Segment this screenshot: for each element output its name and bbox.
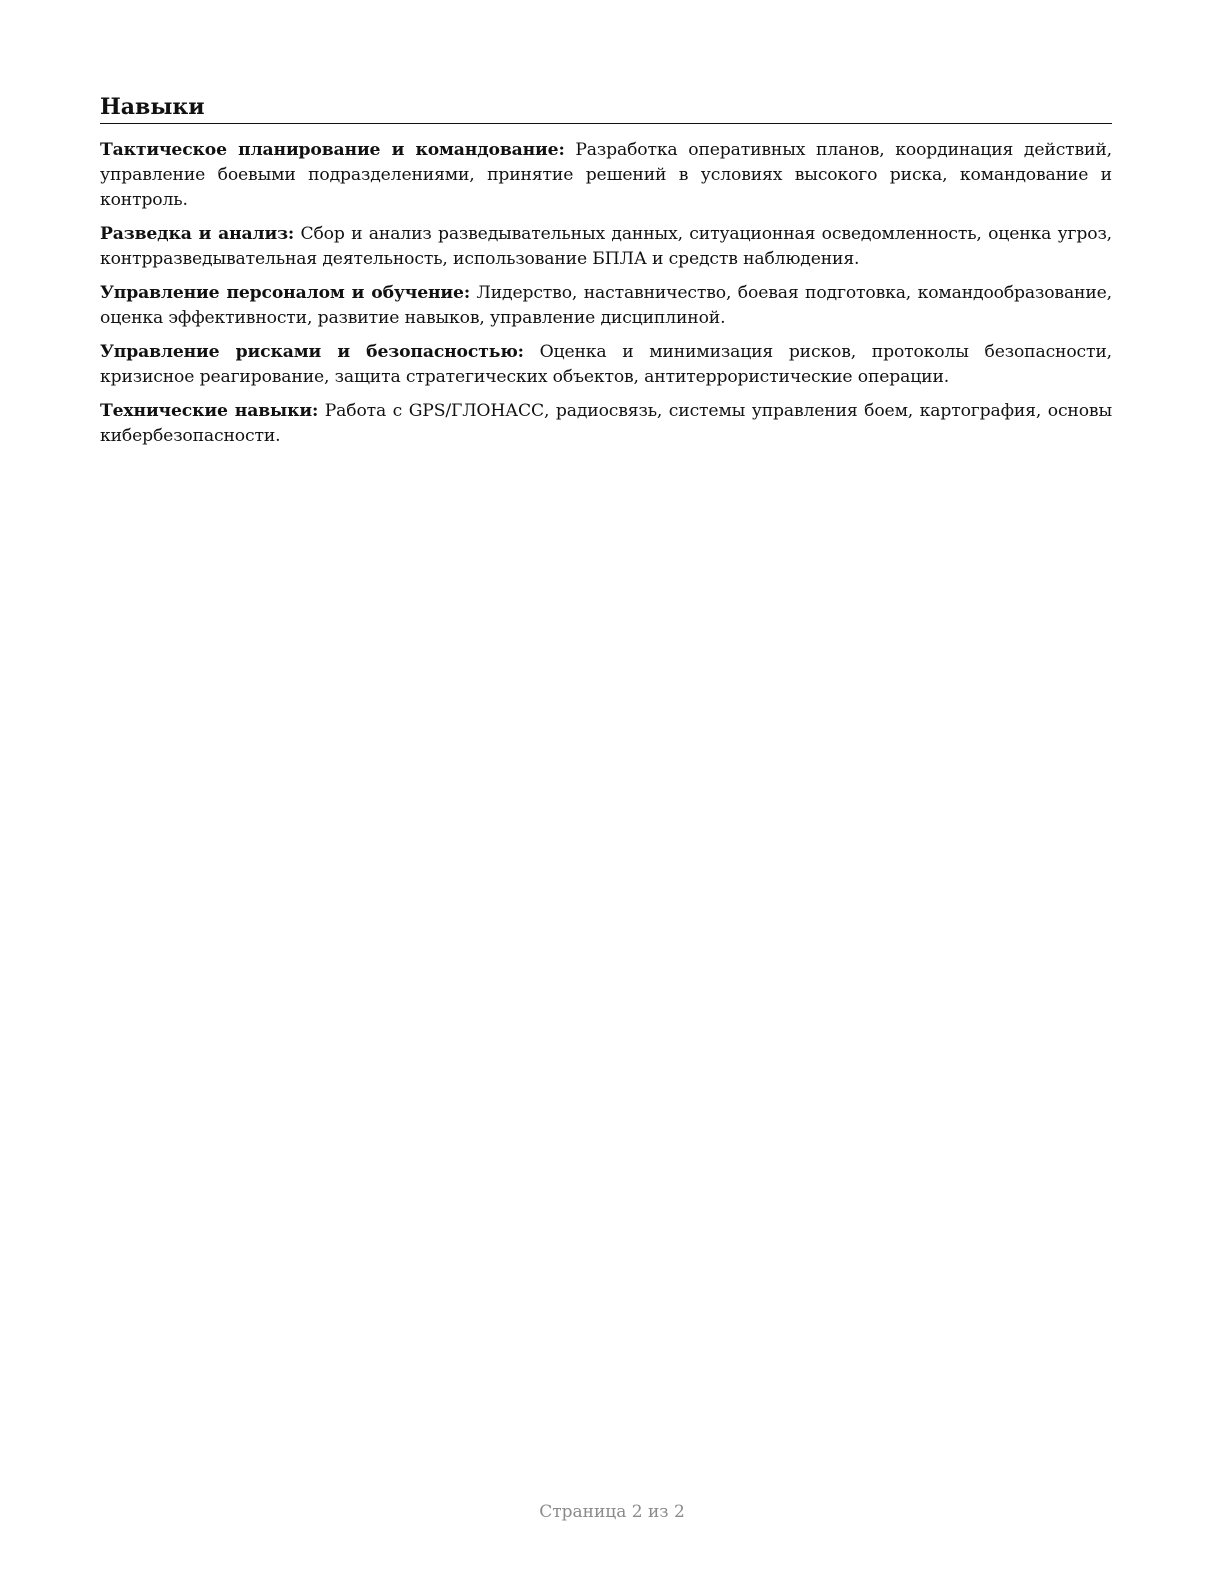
- skill-entry-technical: [100, 399, 1112, 449]
- skill-entry-intelligence: [100, 222, 1112, 272]
- skill-entry-risk-security: [100, 340, 1112, 390]
- skill-description: Разработка оперативных планов, координация действий, управление боевыми подразделениями, принятие решений в условиях высокого риска, командование и контроль.: [100, 140, 1112, 210]
- skill-description: Лидерство, наставничество, боевая подготовка, командообразование, оценка эффективности, развитие навыков, управление дисциплиной.: [100, 283, 1112, 328]
- skill-name: Управление рисками и безопасностью:: [100, 342, 524, 362]
- skill-entry-tactical: [100, 138, 1112, 213]
- skill-name: Технические навыки:: [100, 401, 319, 421]
- skills-list: [100, 138, 1112, 449]
- document-page: [100, 92, 1112, 458]
- skill-description: Работа с GPS/ГЛОНАСС, радиосвязь, системы управления боем, картография, основы кибербезопасности.: [100, 401, 1112, 446]
- skill-entry-personnel: [100, 281, 1112, 331]
- skill-description: Оценка и минимизация рисков, протоколы безопасности, кризисное реагирование, защита стратегических объектов, антитеррористические операции.: [100, 342, 1112, 387]
- skill-name: Разведка и анализ:: [100, 224, 295, 244]
- skill-name: Управление персоналом и обучение:: [100, 283, 471, 303]
- section-title-skills: Навыки: [100, 92, 1112, 124]
- skill-description: Сбор и анализ разведывательных данных, ситуационная осведомленность, оценка угроз, контрразведывательная деятельность, использование БПЛА и средств наблюдения.: [100, 224, 1112, 269]
- page-number-footer: Страница 2 из 2: [539, 1502, 685, 1522]
- skill-name: Тактическое планирование и командование:: [100, 140, 565, 160]
